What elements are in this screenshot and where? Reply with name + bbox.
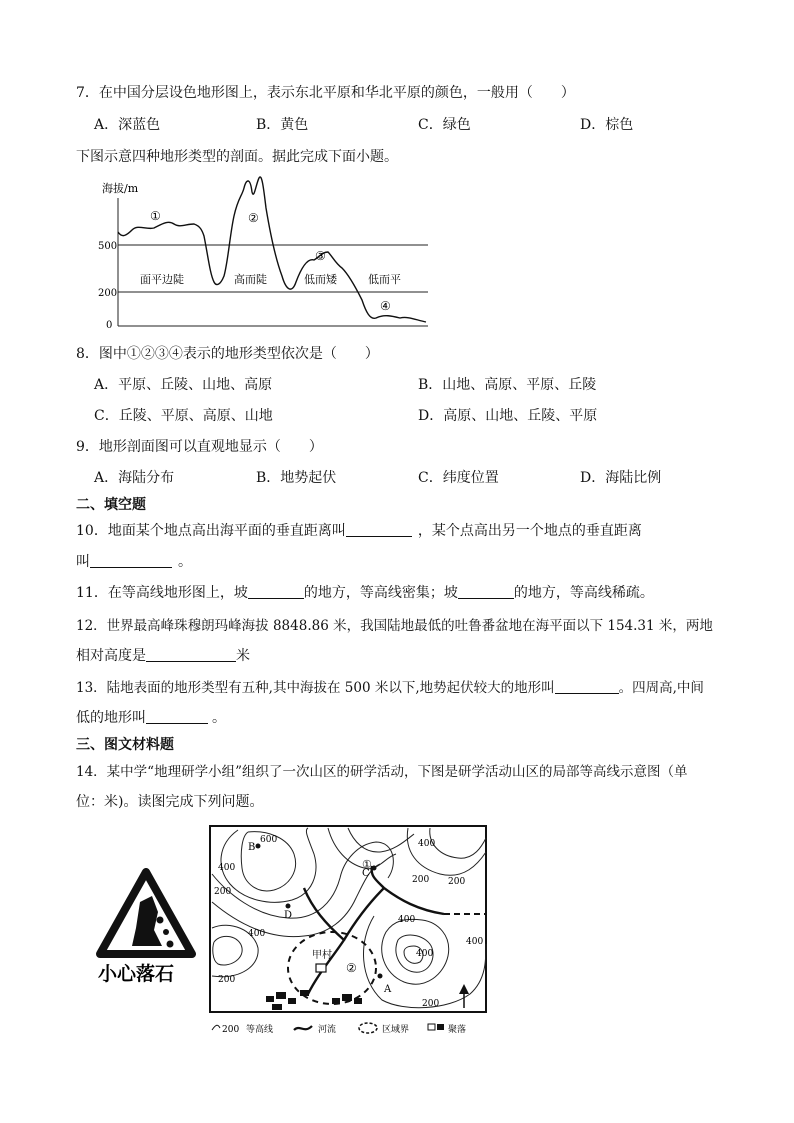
profile-label-3: 低而矮 xyxy=(304,273,337,286)
q10-part1: 10．地面某个地点高出海平面的垂直距离叫 xyxy=(76,523,346,539)
point-label-c: C xyxy=(362,868,370,879)
q8-option-d: D．高原、山地、丘陵、平原 xyxy=(418,408,598,424)
contour-label: 200 xyxy=(448,877,466,887)
q8-option-a: A．平原、丘陵、山地、高原 xyxy=(94,377,273,393)
q10-blank1[interactable] xyxy=(346,522,412,537)
village-icon xyxy=(316,964,326,972)
point-marker xyxy=(286,904,291,909)
q11-blank2[interactable] xyxy=(458,584,514,599)
section-material-heading: 三、图文材料题 xyxy=(76,737,174,753)
legend-contour-icon xyxy=(212,1025,220,1030)
rock-icon xyxy=(163,929,169,935)
route-marker-1: ① xyxy=(362,858,372,871)
legend-boundary-label: 区域界 xyxy=(382,1025,410,1035)
legend-river-icon xyxy=(294,1026,312,1030)
contour-label: 200 xyxy=(422,999,440,1009)
sign-caption: 小心落石 xyxy=(98,963,175,985)
q11-part2: 的地方，等高线密集；坡 xyxy=(303,585,458,601)
contour-label: 200 xyxy=(412,875,430,885)
settlement-icon xyxy=(288,998,296,1004)
rock-icon xyxy=(167,941,174,948)
q13-part2: 。四周高,中间 xyxy=(618,680,704,696)
profile-tick-500: 500 xyxy=(98,241,118,252)
q14-line2: 位：米)。读图完成下列问题。 xyxy=(76,794,264,810)
point-label-b: B xyxy=(248,842,256,853)
q13-line1 xyxy=(76,676,704,696)
q12-line1: 12．世界最高峰珠穆朗玛峰海拔 8848.86 米，我国陆地最低的吐鲁番盆地在海平面以下 154.31 米，两地 xyxy=(76,618,713,634)
contour-label: 200 xyxy=(218,975,236,985)
contour-label: 400 xyxy=(466,937,484,947)
q10-part3: 叫 xyxy=(76,554,90,570)
route-marker-2: ② xyxy=(346,961,357,975)
point-marker xyxy=(372,866,377,871)
point-label-d: D xyxy=(284,910,293,921)
falling-rocks-sign xyxy=(96,868,206,988)
q12-part3: 米 xyxy=(236,648,250,664)
contour-label: 400 xyxy=(398,915,416,925)
section-fill-in-heading: 二、填空题 xyxy=(76,497,146,513)
legend-contour-value: 200 xyxy=(222,1025,240,1035)
legend-settlement-icon xyxy=(437,1024,444,1030)
legend-settlement-icon xyxy=(428,1024,435,1030)
q13-blank2[interactable] xyxy=(146,709,208,724)
q7-option-d: D．棕色 xyxy=(580,117,634,133)
q10-line2 xyxy=(76,551,192,571)
settlement-icon xyxy=(266,996,274,1002)
terrain-profile-figure xyxy=(96,172,436,332)
q12-blank[interactable] xyxy=(146,647,236,662)
point-marker xyxy=(378,974,383,979)
settlement-icon xyxy=(276,992,286,999)
profile-marker-3: ③ xyxy=(315,249,326,263)
q10-part2: ，某个点高出另一个地点的垂直距离 xyxy=(417,523,642,539)
q11-line xyxy=(76,582,654,602)
profile-label-2: 高而陡 xyxy=(234,273,267,286)
q11-blank1[interactable] xyxy=(248,584,304,599)
contour-label: 200 xyxy=(214,887,232,897)
q11-part1: 11．在等高线地形图上，坡 xyxy=(76,585,248,601)
settlement-icon xyxy=(300,990,309,996)
q8-option-c: C．丘陵、平原、高原、山地 xyxy=(94,408,273,424)
profile-tick-200: 200 xyxy=(98,288,118,299)
q12-part2: 相对高度是 xyxy=(76,648,146,664)
q13-line2 xyxy=(76,707,226,727)
q7-option-a: A．深蓝色 xyxy=(94,117,161,133)
contour-label: 600 xyxy=(260,835,278,845)
q10-line1 xyxy=(76,520,642,540)
q10-part4: 。 xyxy=(178,554,192,570)
map-legend xyxy=(212,1023,466,1035)
contour-label: 400 xyxy=(418,839,436,849)
profile-marker-2: ② xyxy=(248,211,259,225)
q13-part3: 低的地形叫 xyxy=(76,710,146,726)
q9-text: 9．地形剖面图可以直观地显示（ ） xyxy=(76,439,323,455)
q14-line1: 14．某中学“地理研学小组”组织了一次山区的研学活动，下图是研学活动山区的局部等高线示意图（单 xyxy=(76,764,688,780)
contour-map xyxy=(208,824,490,1040)
q12-line2 xyxy=(76,645,250,665)
q7-text: 7．在中国分层设色地形图上，表示东北平原和华北平原的颜色，一般用（ ） xyxy=(76,85,575,101)
profile-marker-4: ④ xyxy=(380,299,391,313)
profile-intro: 下图示意四种地形类型的剖面。据此完成下面小题。 xyxy=(76,149,398,165)
q8-option-b: B．山地、高原、平原、丘陵 xyxy=(418,377,597,393)
legend-boundary-icon xyxy=(359,1023,377,1033)
contour-label: 400 xyxy=(416,949,434,959)
contour-label: 400 xyxy=(218,863,236,873)
legend-river-label: 河流 xyxy=(318,1025,337,1035)
q10-blank2[interactable] xyxy=(90,553,172,568)
q7-option-b: B．黄色 xyxy=(256,117,309,133)
settlement-icon xyxy=(342,994,352,1001)
settlement-icon xyxy=(354,998,362,1004)
profile-ylabel: 海拔/m xyxy=(102,182,139,195)
point-label-a: A xyxy=(384,984,392,995)
settlement-icon xyxy=(272,1004,282,1010)
rock-icon xyxy=(157,917,164,924)
village-label: 甲村 xyxy=(312,950,332,961)
q9-option-c: C．纬度位置 xyxy=(418,470,499,486)
settlement-icon xyxy=(332,998,340,1004)
q13-part4: 。 xyxy=(212,710,226,726)
q9-option-a: A．海陆分布 xyxy=(94,470,175,486)
profile-tick-0: 0 xyxy=(106,320,113,331)
legend-contour-label: 等高线 xyxy=(246,1025,274,1035)
q8-text: 8．图中①②③④表示的地形类型依次是（ ） xyxy=(76,346,379,362)
profile-label-4: 低而平 xyxy=(368,273,401,286)
q9-option-d: D．海陆比例 xyxy=(580,470,662,486)
q11-part3: 的地方，等高线稀疏。 xyxy=(513,585,654,601)
profile-label-1: 面平边陡 xyxy=(140,273,184,286)
q13-blank1[interactable] xyxy=(555,679,619,694)
q13-part1: 13．陆地表面的地形类型有五种,其中海拔在 500 米以下,地势起伏较大的地形叫 xyxy=(76,680,555,696)
contour-label: 400 xyxy=(248,929,266,939)
profile-marker-1: ① xyxy=(150,209,161,223)
legend-settlement-label: 聚落 xyxy=(448,1025,467,1035)
q9-option-b: B．地势起伏 xyxy=(256,470,337,486)
q7-option-c: C．绿色 xyxy=(418,117,471,133)
